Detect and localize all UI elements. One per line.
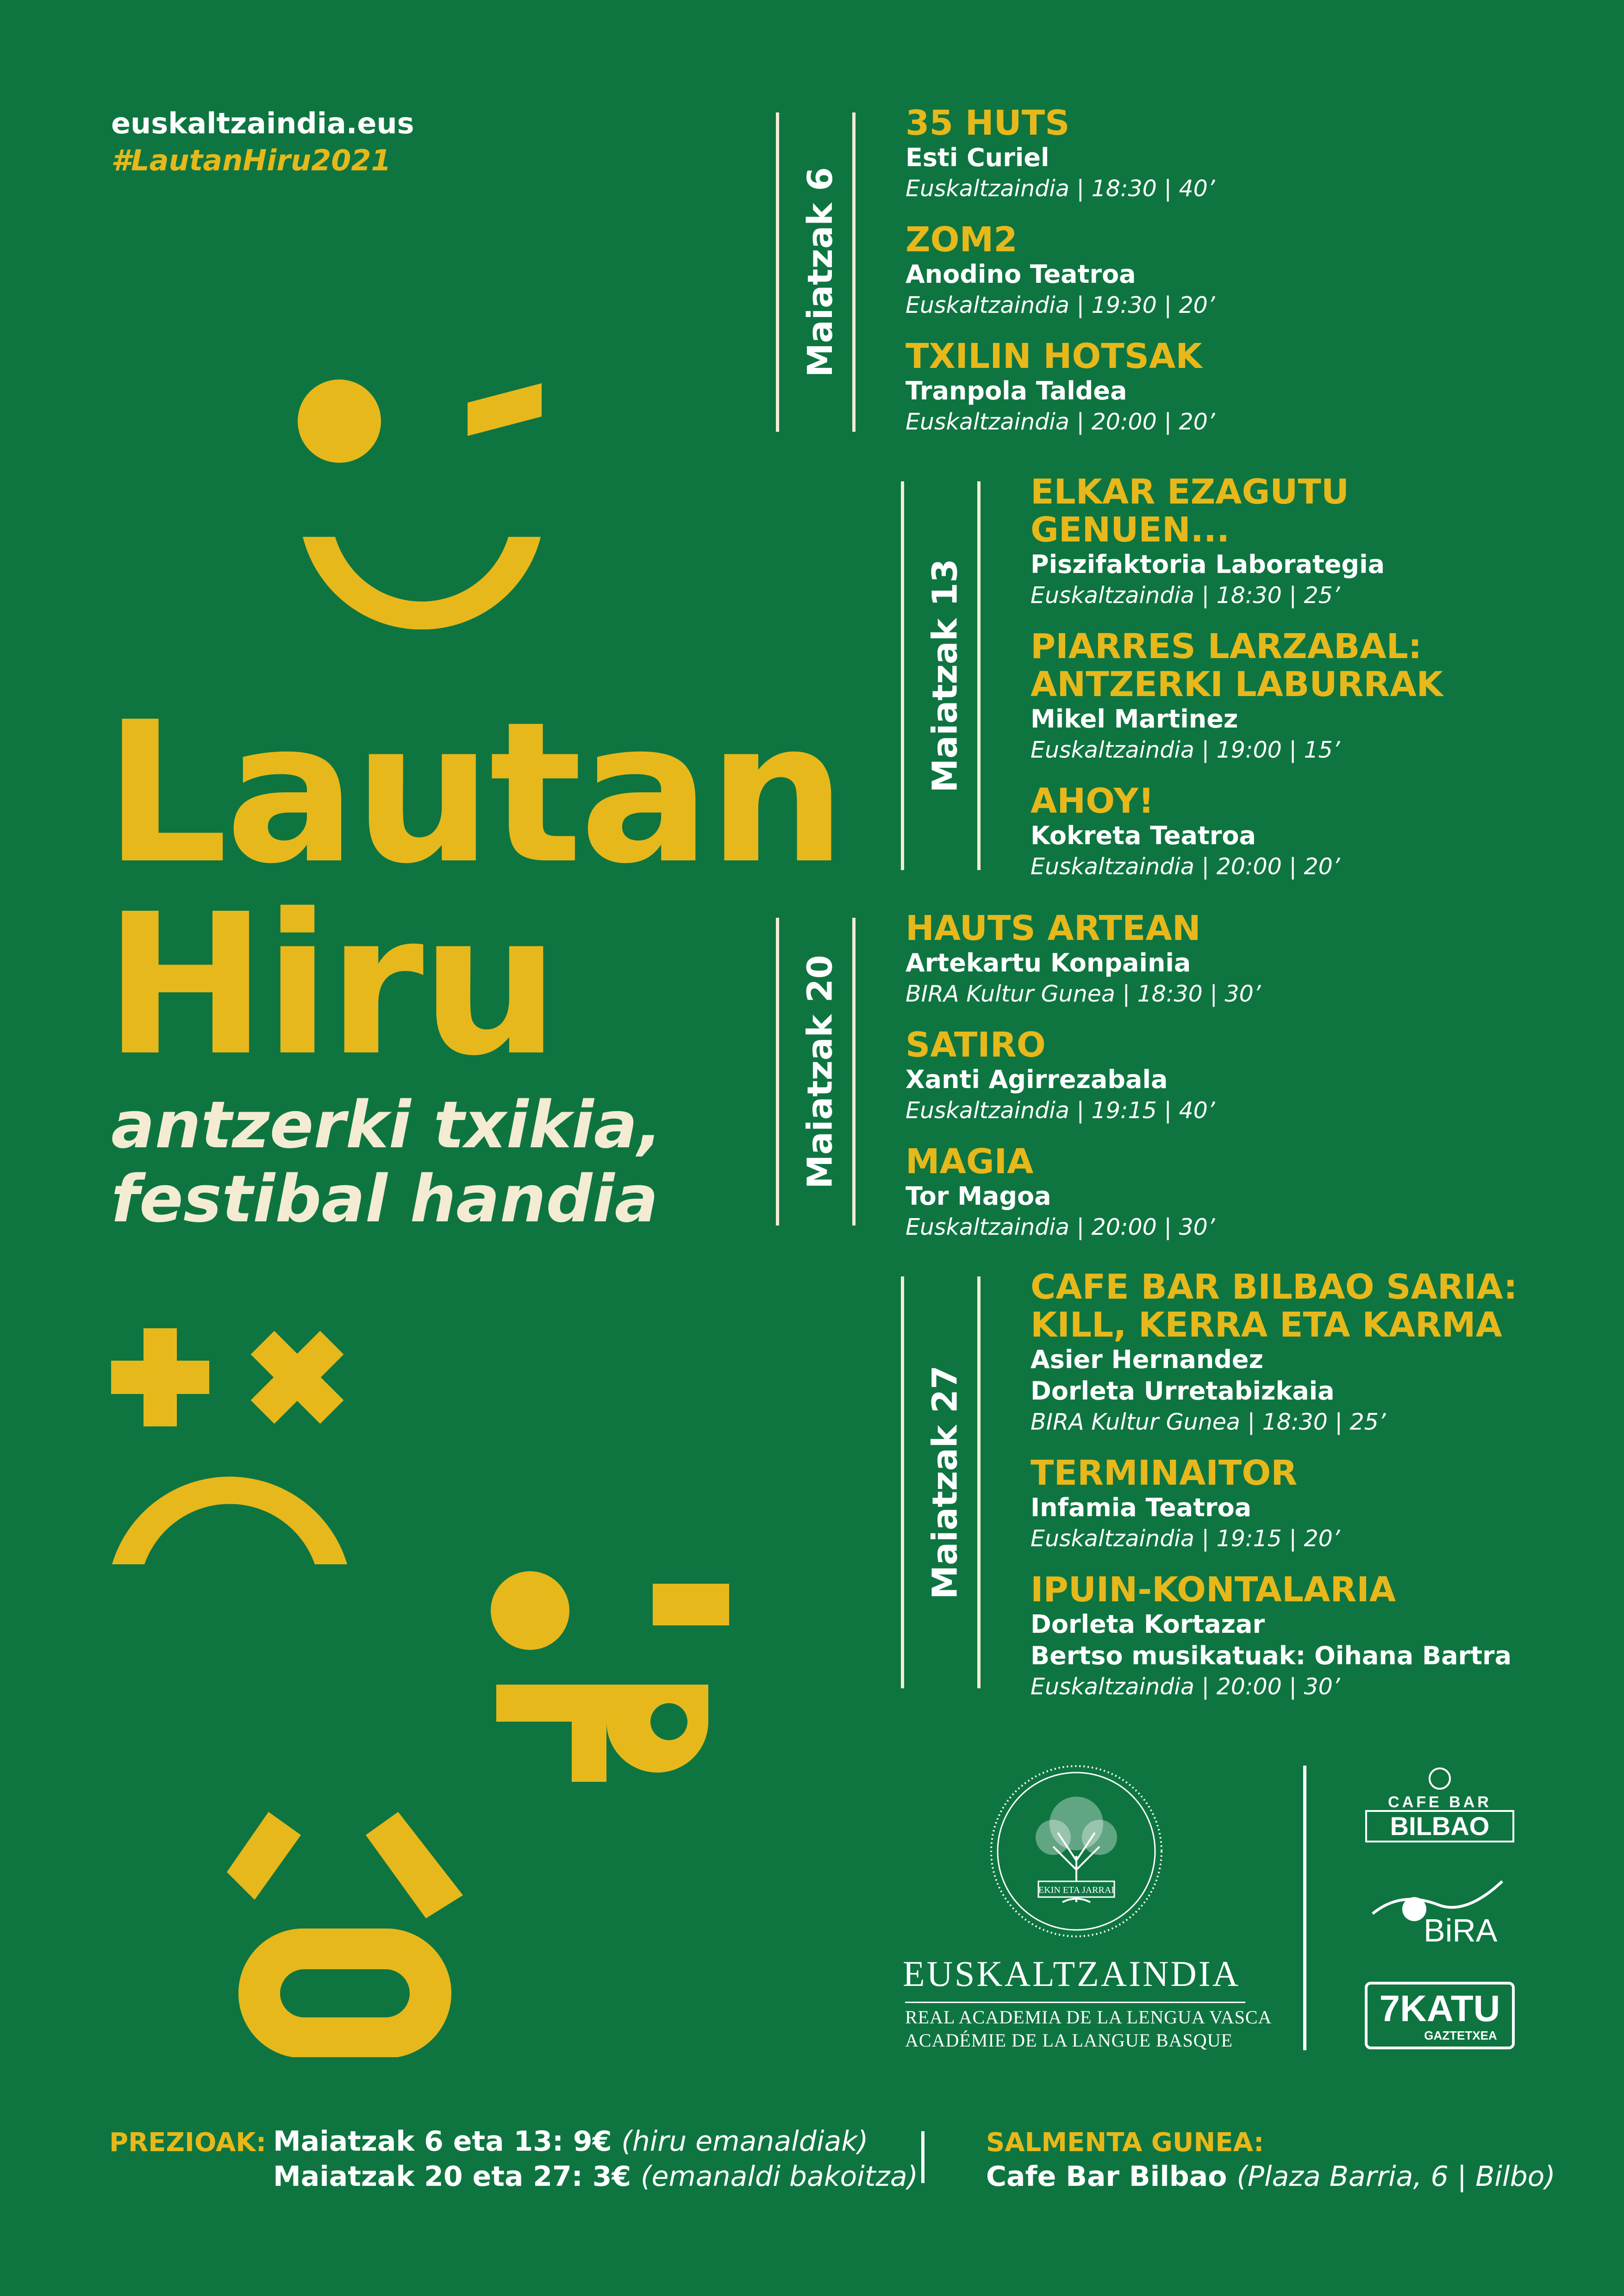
event-item <box>1031 1571 1586 1702</box>
event-info: Euskaltzaindia | 19:00 | 15’ <box>1031 737 1340 763</box>
event-performer: Piszifaktoria Laborategia <box>1031 550 1385 579</box>
sales-place <box>986 2160 1555 2193</box>
bira-logo <box>1363 1872 1516 1951</box>
event-list <box>1031 473 1586 899</box>
event-title: ZOM2 <box>906 220 1018 260</box>
logo-divider <box>1303 1766 1306 2050</box>
festival-subtitle-line1: antzerki txikia, <box>111 1088 662 1163</box>
event-performer: Infamia Teatroa <box>1031 1493 1252 1522</box>
event-item <box>906 337 1517 437</box>
day-block-maiatzak-13 <box>901 472 1595 880</box>
festival-title-line1: Lautan <box>104 680 844 907</box>
sales-venue: Cafe Bar Bilbao <box>986 2160 1227 2193</box>
event-item <box>1031 1454 1586 1554</box>
event-info: Euskaltzaindia | 18:30 | 40’ <box>906 175 1215 202</box>
event-title: 35 HUTS <box>906 103 1070 143</box>
event-info: Euskaltzaindia | 19:15 | 40’ <box>906 1097 1215 1124</box>
day-block-maiatzak-6 <box>776 103 1563 435</box>
day-rule-left <box>901 1276 904 1688</box>
wink-emoticon-icon <box>296 380 546 629</box>
event-performer: Kokreta Teatroa <box>1031 821 1256 850</box>
event-info: Euskaltzaindia | 19:30 | 20’ <box>906 292 1215 318</box>
day-rule-left <box>776 918 779 1226</box>
prices-label: PREZIOAK: <box>109 2128 267 2158</box>
cafe-bar-bilbao-logo <box>1363 1766 1516 1844</box>
sales-address: (Plaza Barria, 6 | Bilbo) <box>1237 2160 1555 2193</box>
event-performer-2: Dorleta Urretabizkaia <box>1031 1376 1335 1406</box>
academy-name-es: REAL ACADEMIA DE LA LENGUA VASCA <box>905 2007 1272 2028</box>
event-title: SATIRO <box>906 1025 1046 1065</box>
surprised-emoticon-icon <box>227 1807 468 2057</box>
event-info: BIRA Kultur Gunea | 18:30 | 30’ <box>906 981 1261 1007</box>
katu-sub: GAZTETXEA <box>1424 2028 1497 2042</box>
event-title: PIARRES LARZABAL: <box>1031 627 1422 666</box>
sales-label: SALMENTA GUNEA: <box>986 2128 1264 2158</box>
tongue-emoticon-icon <box>491 1569 741 1782</box>
footer-divider <box>921 2131 924 2183</box>
cafe-bar-name: BILBAO <box>1390 1811 1490 1841</box>
academy-name-fr: ACADÉMIE DE LA LANGUE BASQUE <box>905 2030 1233 2051</box>
event-title-line2: ANTZERKI LABURRAK <box>1031 665 1443 704</box>
event-title: ELKAR EZAGUTU <box>1031 472 1349 512</box>
event-performer: Mikel Martinez <box>1031 704 1238 734</box>
event-list <box>906 909 1517 1259</box>
event-performer: Asier Hernandez <box>1031 1345 1263 1374</box>
event-title: IPUIN-KONTALARIA <box>1031 1570 1396 1610</box>
event-item <box>1031 1268 1586 1437</box>
event-info: Euskaltzaindia | 20:00 | 20’ <box>906 409 1215 435</box>
event-performer: Xanti Agirrezabala <box>906 1065 1168 1094</box>
event-title: MAGIA <box>906 1142 1034 1182</box>
event-performer-2: Bertso musikatuak: Oihana Bartra <box>1031 1641 1512 1670</box>
event-title-line2: GENUEN... <box>1031 510 1230 550</box>
event-info: Euskaltzaindia | 20:00 | 20’ <box>1031 853 1340 880</box>
event-info: BIRA Kultur Gunea | 18:30 | 25’ <box>1031 1409 1386 1435</box>
event-performer: Dorleta Kortazar <box>1031 1610 1265 1639</box>
day-rule-right <box>977 481 981 870</box>
day-label: Maiatzak 6 <box>800 167 841 377</box>
day-rule-right <box>852 918 856 1226</box>
price-line-1 <box>273 2125 868 2158</box>
price-line-2 <box>273 2160 918 2193</box>
event-item <box>906 104 1517 204</box>
price-1-note: (hiru emanaldiak) <box>621 2125 868 2158</box>
plus-cross-frown-emoticon-icon <box>111 1328 361 1569</box>
event-title-line2: KILL, KERRA ETA KARMA <box>1031 1305 1502 1345</box>
event-list <box>1031 1268 1586 1719</box>
event-title: TERMINAITOR <box>1031 1453 1298 1493</box>
event-performer: Esti Curiel <box>906 143 1049 172</box>
day-block-maiatzak-20 <box>776 908 1563 1240</box>
day-rule-left <box>901 481 904 870</box>
event-title: HAUTS ARTEAN <box>906 908 1201 948</box>
day-rule-right <box>852 112 856 432</box>
academy-name: EUSKALTZAINDIA <box>903 1954 1241 1994</box>
hashtag: #LautanHiru2021 <box>111 143 391 177</box>
event-item <box>1031 782 1586 882</box>
festival-title-line2: Hiru <box>104 872 557 1099</box>
website-link[interactable]: euskaltzaindia.eus <box>111 106 414 140</box>
day-rule-right <box>977 1276 981 1688</box>
event-item <box>1031 628 1586 765</box>
day-label: Maiatzak 13 <box>925 559 965 793</box>
event-title: TXILIN HOTSAK <box>906 336 1202 376</box>
event-performer: Anodino Teatroa <box>906 260 1136 289</box>
katu-name: 7KATU <box>1379 1988 1500 2029</box>
event-info: Euskaltzaindia | 20:00 | 30’ <box>1031 1674 1340 1700</box>
day-label: Maiatzak 27 <box>925 1365 965 1599</box>
day-block-maiatzak-27 <box>901 1267 1595 1700</box>
day-rule-left <box>776 112 779 432</box>
event-item <box>906 221 1517 321</box>
event-performer: Tor Magoa <box>906 1182 1051 1211</box>
event-performer: Tranpola Taldea <box>906 376 1127 405</box>
event-performer: Artekartu Konpainia <box>906 948 1191 977</box>
price-1: Maiatzak 6 eta 13: 9€ <box>273 2125 612 2158</box>
event-item <box>906 909 1517 1009</box>
academy-divider <box>905 2002 1245 2003</box>
bira-name: BiRA <box>1424 1912 1498 1948</box>
day-label: Maiatzak 20 <box>800 954 840 1189</box>
event-title: AHOY! <box>1031 781 1154 821</box>
event-info: Euskaltzaindia | 20:00 | 30’ <box>906 1214 1215 1240</box>
seal-motto: EKIN ETA JARRAI <box>1038 1885 1114 1895</box>
event-item <box>1031 473 1586 611</box>
event-info: Euskaltzaindia | 19:15 | 20’ <box>1031 1525 1340 1552</box>
event-item <box>906 1026 1517 1126</box>
price-2-note: (emanaldi bakoitza) <box>641 2160 918 2193</box>
katu-gaztetxea-logo <box>1363 1979 1516 2053</box>
event-info: Euskaltzaindia | 18:30 | 25’ <box>1031 582 1340 609</box>
festival-subtitle-line2: festibal handia <box>111 1162 659 1237</box>
price-2: Maiatzak 20 eta 27: 3€ <box>273 2160 631 2193</box>
event-list <box>906 104 1517 454</box>
event-item <box>906 1143 1517 1243</box>
cafe-bar-label: CAFE BAR <box>1388 1793 1492 1811</box>
euskaltzaindia-seal-logo <box>988 1763 1164 1939</box>
event-title: CAFE BAR BILBAO SARIA: <box>1031 1267 1518 1307</box>
